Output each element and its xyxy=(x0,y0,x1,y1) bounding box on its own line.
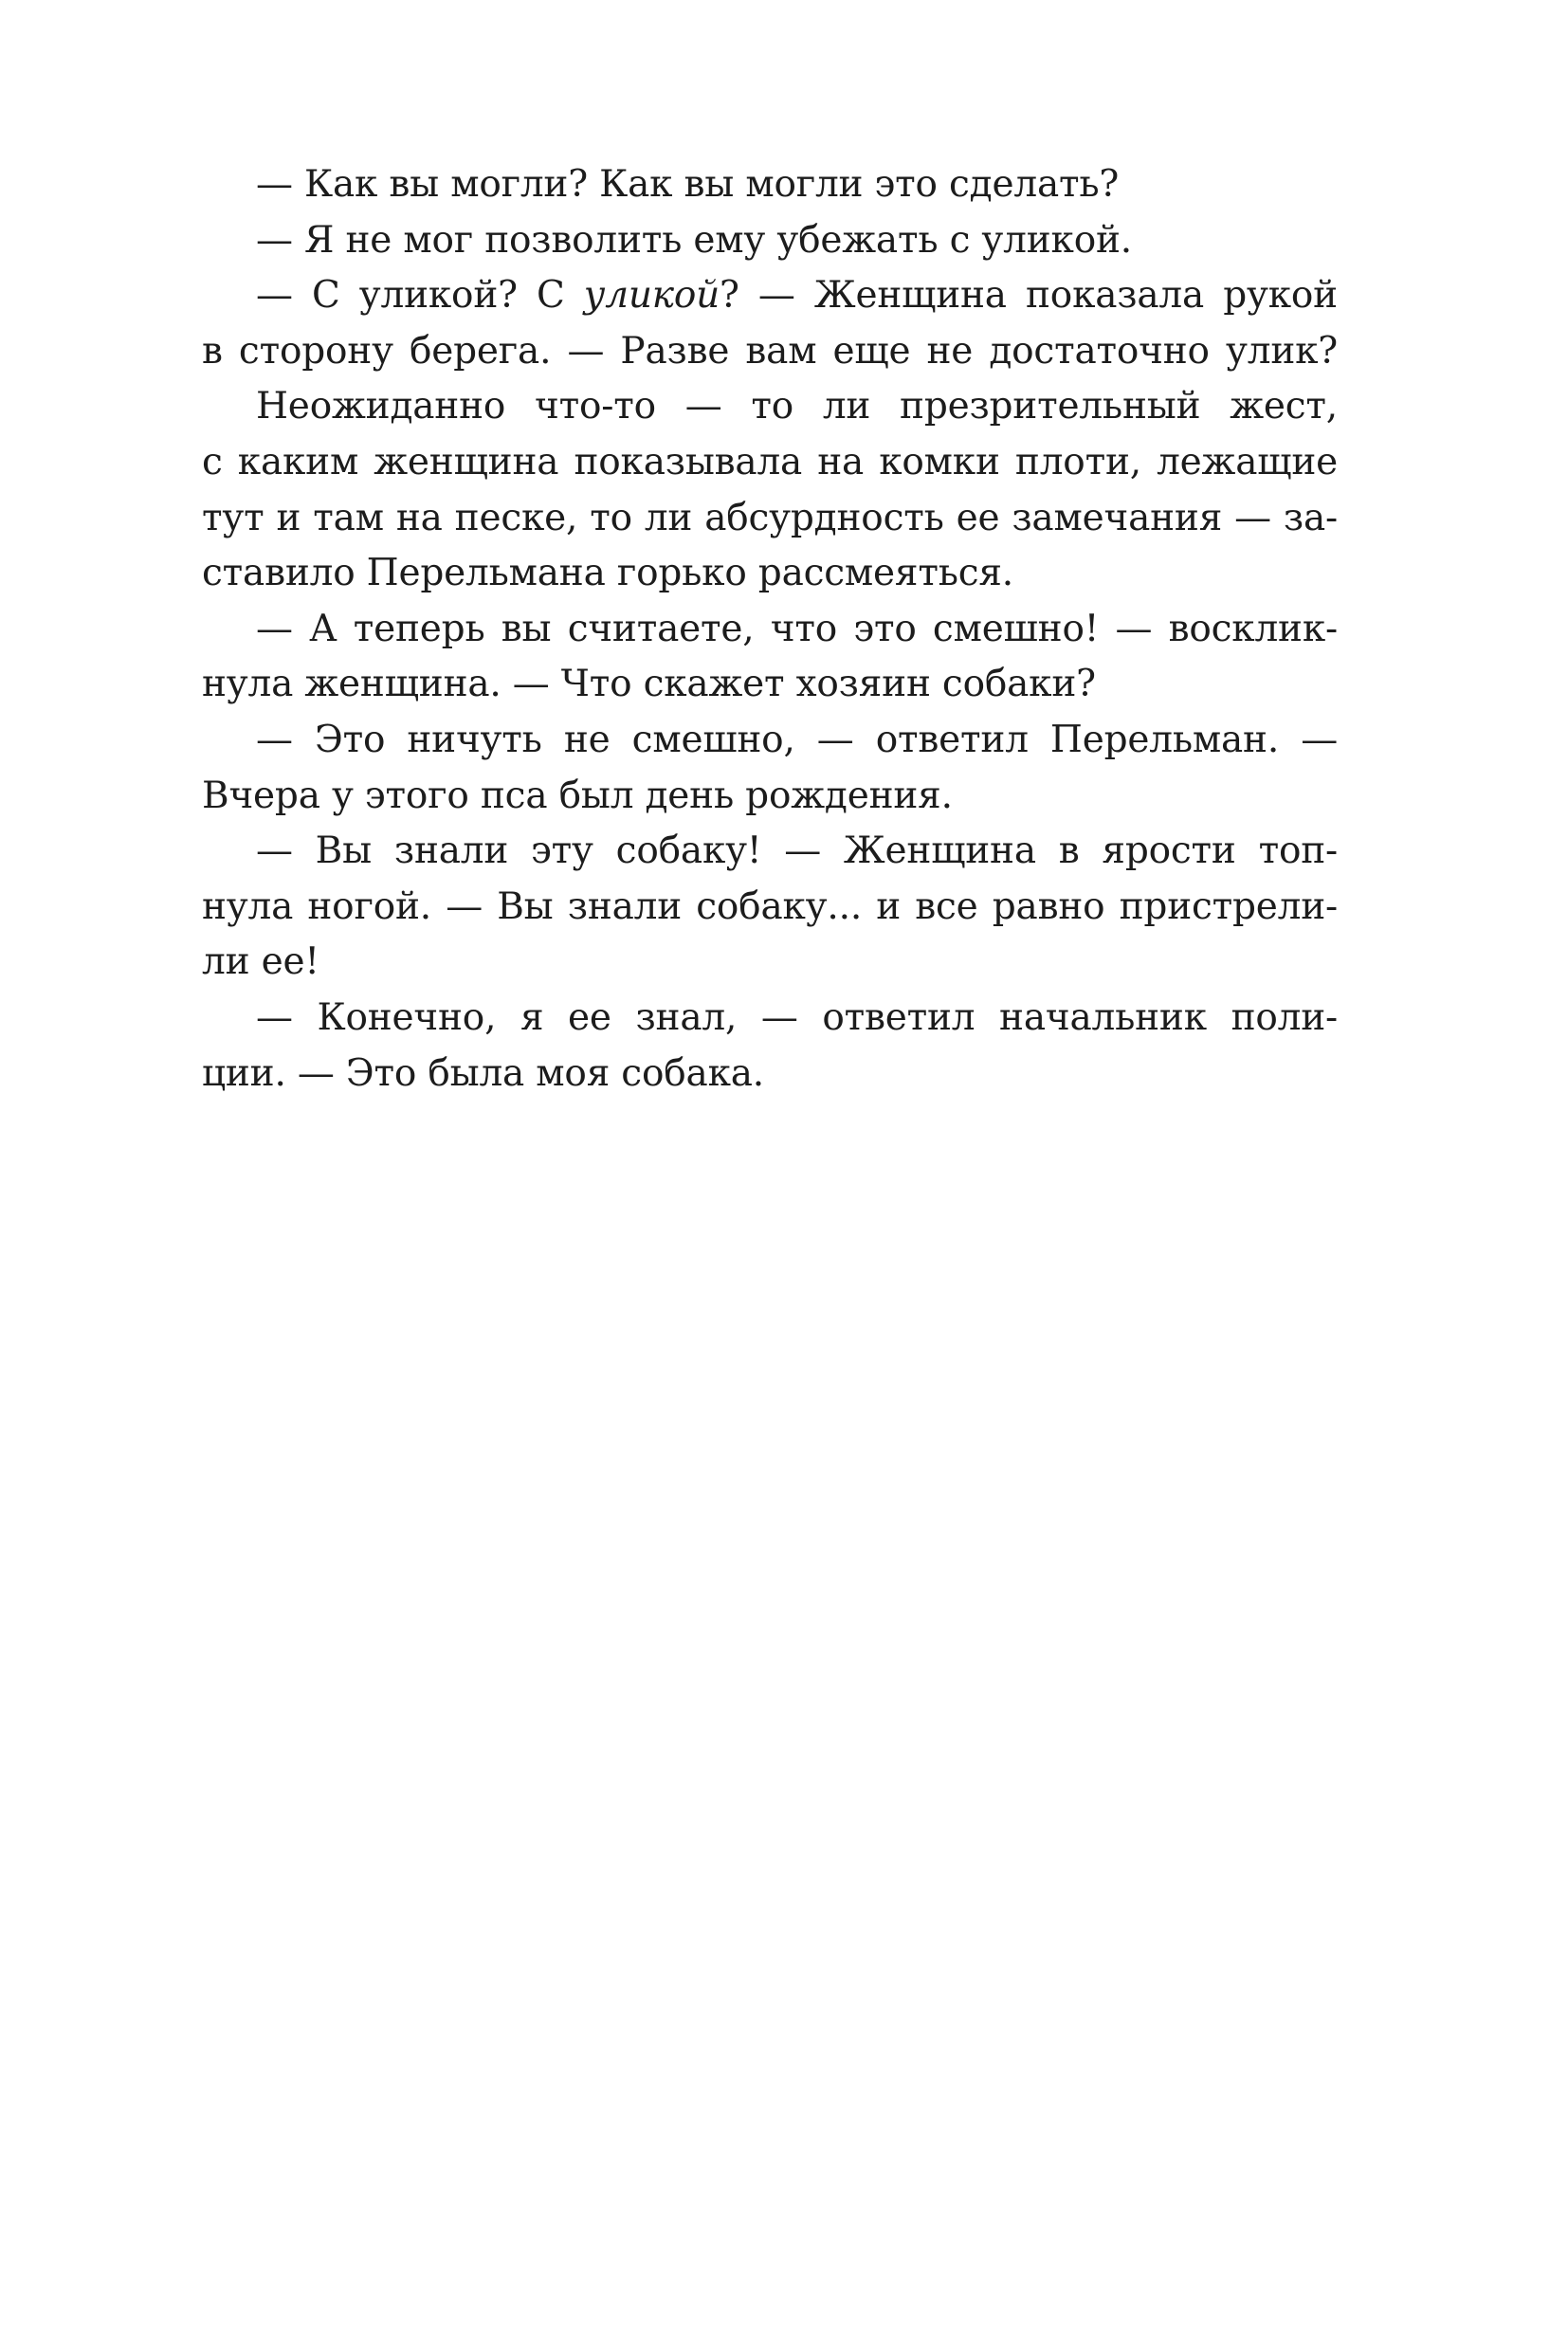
text-fragment: ? — Женщина показала рукой xyxy=(720,274,1338,318)
text-fragment: тут и там на песке, то ли абсурдность ее замечания — за- xyxy=(202,496,1338,539)
text-line xyxy=(202,213,1338,269)
text-fragment: — А теперь вы считаете, что это смешно! — восклик- xyxy=(256,607,1338,650)
text-line xyxy=(202,324,1338,380)
text-line xyxy=(202,546,1338,602)
text-fragment: ставило Перельмана горько рассмеяться. xyxy=(202,552,1013,595)
text-line xyxy=(202,491,1338,547)
text-line xyxy=(202,991,1338,1047)
text-line xyxy=(202,602,1338,658)
text-fragment: — Как вы могли? Как вы могли это сделать? xyxy=(256,163,1120,206)
italic-fragment: уликой xyxy=(583,274,720,318)
text-fragment: ли ее! xyxy=(202,940,319,984)
body-text xyxy=(202,157,1338,1102)
text-fragment: — Я не мог позволить ему убежать с уликой. xyxy=(256,218,1132,262)
text-line xyxy=(202,435,1338,491)
text-line xyxy=(202,1047,1338,1103)
text-line xyxy=(202,379,1338,435)
text-fragment: — Конечно, я ее знал, — ответил начальник поли- xyxy=(256,995,1338,1039)
text-fragment: нула ногой. — Вы знали собаку... и все равно пристрели- xyxy=(202,884,1338,928)
text-line xyxy=(202,769,1338,825)
text-line xyxy=(202,713,1338,769)
text-line xyxy=(202,268,1338,324)
text-fragment: — С уликой? С xyxy=(256,274,584,318)
text-line xyxy=(202,880,1338,936)
text-fragment: в сторону берега. — Разве вам еще не достаточно улик? xyxy=(202,329,1338,373)
text-fragment: — Вы знали эту собаку! — Женщина в ярости топ- xyxy=(256,829,1338,873)
text-line xyxy=(202,824,1338,880)
text-fragment: Вчера у этого пса был день рождения. xyxy=(202,774,953,817)
text-line xyxy=(202,657,1338,713)
text-fragment: ции. — Это была моя собака. xyxy=(202,1051,764,1095)
text-line xyxy=(202,157,1338,213)
text-fragment: нула женщина. — Что скажет хозяин собаки? xyxy=(202,663,1096,706)
text-fragment: Неожиданно что-то — то ли презрительный жест, xyxy=(256,385,1338,428)
text-fragment: — Это ничуть не смешно, — ответил Перельман. — xyxy=(256,718,1338,761)
text-line xyxy=(202,935,1338,991)
text-fragment: с каким женщина показывала на комки плоти, лежащие xyxy=(202,440,1338,483)
